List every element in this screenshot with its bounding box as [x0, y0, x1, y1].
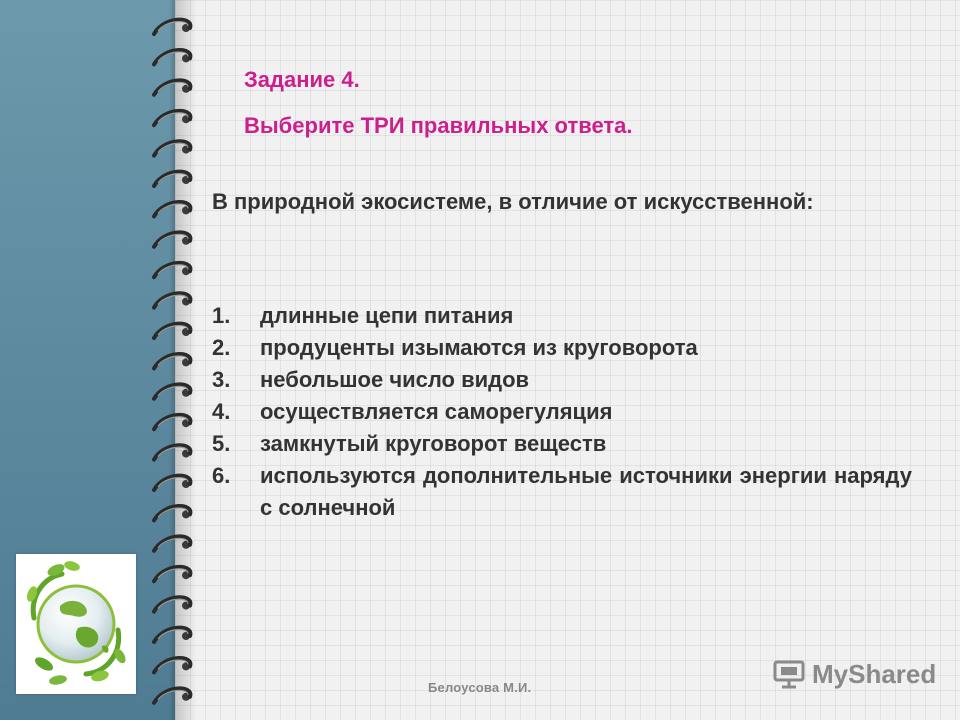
- presentation-screen-icon: [772, 659, 806, 689]
- answer-option: [212, 460, 912, 524]
- answer-list: [212, 300, 912, 524]
- answer-option: [212, 428, 912, 460]
- answer-text: небольшое число видов: [260, 367, 530, 392]
- myshared-watermark: [772, 656, 936, 692]
- answer-number: 2.: [212, 335, 231, 360]
- answer-option: [212, 396, 912, 428]
- eco-globe-icon: [16, 554, 136, 694]
- answer-text: продуценты изымаются из круговорота: [260, 335, 698, 360]
- answer-number: 5.: [212, 431, 231, 456]
- answer-text: используются дополнительные источники энергии наряду с солнечной: [260, 463, 912, 520]
- answer-text: осуществляется саморегуляция: [260, 399, 613, 424]
- spiral-binding-icon: [150, 0, 210, 720]
- answer-option: [212, 332, 912, 364]
- author-label: Белоусова М.И.: [428, 680, 532, 695]
- task-title: Задание 4.: [244, 67, 360, 92]
- answer-number: 3.: [212, 367, 231, 392]
- answer-number: 4.: [212, 399, 231, 424]
- answer-number: 6.: [212, 463, 231, 488]
- answer-text: длинные цепи питания: [260, 303, 514, 328]
- answer-option: [212, 300, 912, 332]
- question-text: В природной экосистеме, в отличие от искусственной:: [212, 189, 814, 214]
- answer-text: замкнутый круговорот веществ: [260, 431, 607, 456]
- myshared-text: MyShared: [812, 658, 937, 689]
- task-instruction: Выберите ТРИ правильных ответа.: [244, 113, 633, 138]
- eco-logo: [16, 554, 136, 694]
- answer-option: [212, 364, 912, 396]
- answer-number: 1.: [212, 303, 231, 328]
